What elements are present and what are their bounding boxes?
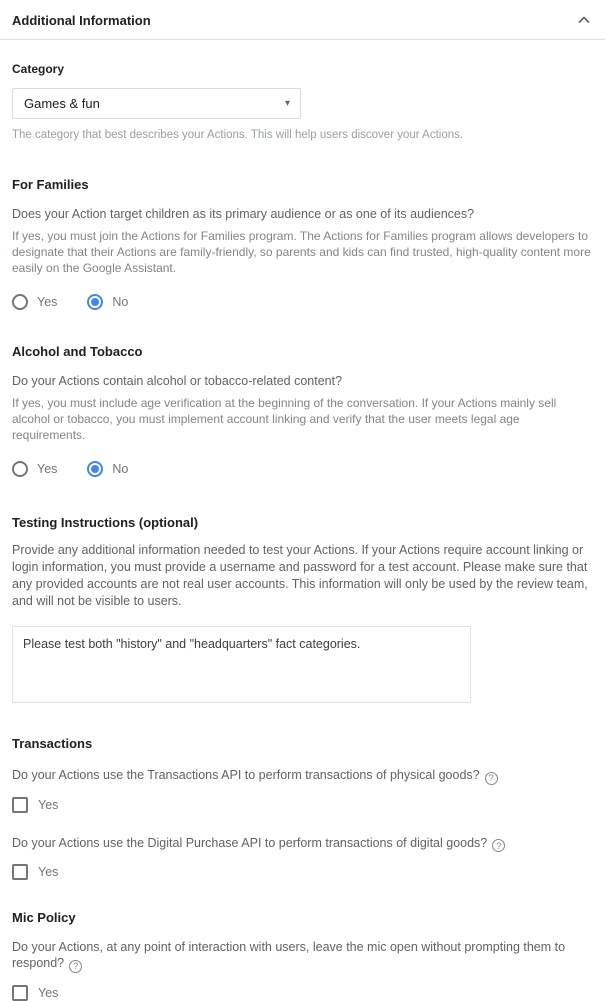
help-icon[interactable]: ? xyxy=(485,772,498,785)
checkbox-unchecked-icon xyxy=(12,864,28,880)
mic-policy-heading: Mic Policy xyxy=(12,910,76,925)
alcohol-tobacco-question: Do your Actions contain alcohol or tobacco-related content? xyxy=(12,374,343,388)
alcohol-tobacco-radio-no[interactable] xyxy=(87,461,128,477)
testing-instructions-input[interactable] xyxy=(12,626,471,703)
collapse-section-button[interactable] xyxy=(577,13,591,28)
for-families-radio-group xyxy=(12,294,593,310)
question-text: Do your Actions use the Digital Purchase API to perform transactions of digital goods? xyxy=(12,835,488,850)
help-icon[interactable]: ? xyxy=(69,960,82,973)
transactions-heading: Transactions xyxy=(12,736,93,751)
transactions-physical-question xyxy=(12,767,593,785)
transactions-digital-question xyxy=(12,835,593,853)
for-families-question: Does your Action target children as its primary audience or as one of its audiences? xyxy=(12,207,475,221)
radio-checked-icon xyxy=(87,461,103,477)
chevron-up-icon xyxy=(577,13,591,28)
panel-title: Additional Information xyxy=(12,13,151,28)
checkbox-unchecked-icon xyxy=(12,797,28,813)
category-helper-text: The category that best describes your Actions. This will help users discover your Actions. xyxy=(12,129,464,141)
category-selected-value: Games & fun xyxy=(24,96,100,111)
question-text: Do your Actions, at any point of interaction with users, leave the mic open without prompting them to respond? xyxy=(12,940,566,970)
category-label: Category xyxy=(12,62,65,76)
for-families-radio-yes[interactable] xyxy=(12,294,57,310)
radio-unchecked-icon xyxy=(12,294,28,310)
for-families-radio-no[interactable] xyxy=(87,294,128,310)
alcohol-tobacco-radio-yes[interactable] xyxy=(12,461,57,477)
mic-policy-question xyxy=(12,939,593,973)
panel-header xyxy=(0,0,605,40)
radio-unchecked-icon xyxy=(12,461,28,477)
checkbox-label: Yes xyxy=(38,985,59,1000)
checkbox-label: Yes xyxy=(38,797,59,812)
mic-policy-checkbox[interactable] xyxy=(12,985,593,1001)
help-icon[interactable]: ? xyxy=(492,839,505,852)
alcohol-tobacco-radio-group xyxy=(12,461,593,477)
transactions-digital-checkbox[interactable] xyxy=(12,864,593,880)
for-families-heading: For Families xyxy=(12,177,89,192)
testing-instructions-description: Provide any additional information needed to test your Actions. If your Actions require account linking or login information, you must provide a username and password for a test account. Please make sure that any provided accounts are not real user accounts. This information will only be used by the review team, and will not be visible to users. xyxy=(12,543,588,608)
radio-label: No xyxy=(112,295,129,309)
radio-label: Yes xyxy=(37,295,58,309)
category-select[interactable] xyxy=(12,88,301,119)
alcohol-tobacco-helper: If yes, you must include age verification at the beginning of the conversation. If your Actions mainly sell alcohol or tobacco, you must implement account linking and verify that the user meets legal age requirements. xyxy=(12,396,557,442)
testing-instructions-heading: Testing Instructions (optional) xyxy=(12,515,199,530)
radio-checked-icon xyxy=(87,294,103,310)
dropdown-caret-icon: ▾ xyxy=(284,97,290,109)
for-families-helper: If yes, you must join the Actions for Families program. The Actions for Families program allows developers to designate that their Actions are family-friendly, so parents and kids can find trusted, high-quality content more easily on the Google Assistant. xyxy=(12,229,591,275)
radio-label: No xyxy=(112,462,129,476)
checkbox-unchecked-icon xyxy=(12,985,28,1001)
radio-label: Yes xyxy=(37,462,58,476)
alcohol-tobacco-heading: Alcohol and Tobacco xyxy=(12,344,143,359)
transactions-physical-checkbox[interactable] xyxy=(12,797,593,813)
checkbox-label: Yes xyxy=(38,865,59,879)
question-text: Do your Actions use the Transactions API to perform transactions of physical goods? xyxy=(12,768,480,782)
